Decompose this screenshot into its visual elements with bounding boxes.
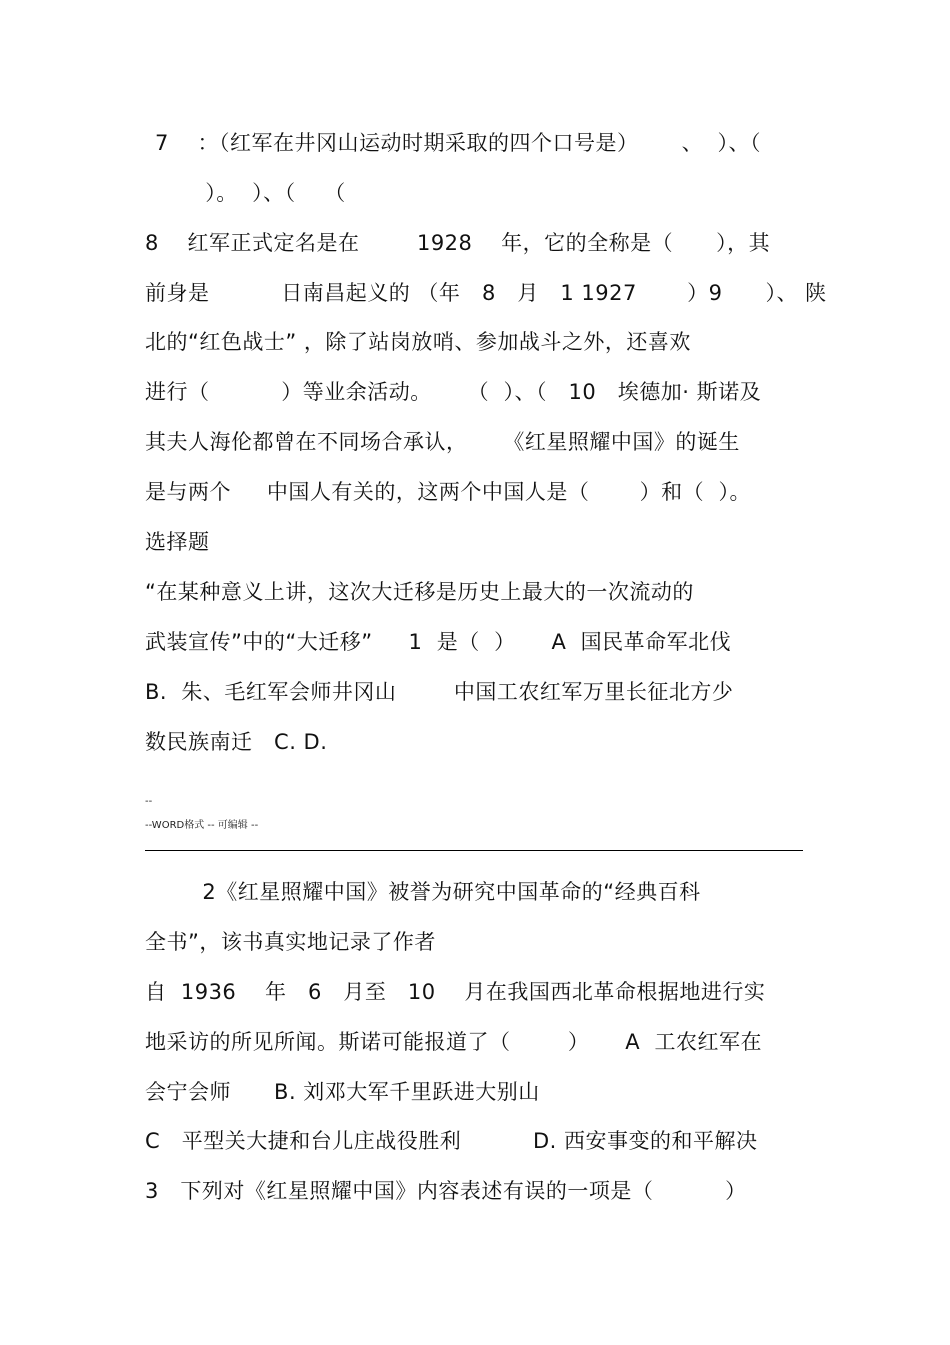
text-line-choice-2-dates: 自 1936 年 6 月至 10 月在我国西北革命根据地进行实 <box>145 980 766 1004</box>
footer-dash: -- <box>145 796 153 807</box>
text-line-choice-1-options: B. 朱、毛红军会师井冈山 中国工农红军万里长征北方少 <box>145 680 734 704</box>
page-divider <box>145 850 803 851</box>
text-line-choice-2-cont: 全书”，该书真实地记录了作者 <box>145 930 436 954</box>
text-line-q10: 其夫人海伦都曾在不同场合承认， 《红星照耀中国》的诞生 <box>145 430 740 454</box>
text-line-q10-cont: 是与两个 中国人有关的，这两个中国人是（ ）和（ ）。 <box>145 480 751 504</box>
text-line-choice-2-question: 地采访的所见所闻。斯诺可能报道了（ ） A 工农红军在 <box>145 1030 762 1054</box>
text-line-choice-2: 2《红星照耀中国》被誉为研究中国革命的“经典百科 <box>145 880 701 904</box>
footer-watermark: --WORD格式 -- 可编辑 -- <box>145 820 259 831</box>
text-line-q7: 7 ：（红军在井冈山运动时期采取的四个口号是） 、 ）、（ <box>155 131 761 155</box>
text-line-q9: 北的“红色战士” ，除了站岗放哨、参加战斗之外，还喜欢 <box>145 330 691 354</box>
text-line-q8: 8 红军正式定名是在 1928 年，它的全称是（ ），其 <box>145 231 771 255</box>
text-line-q8-cont: 前身是 日南昌起义的 （年 8 月 1 1927 ）9 ）、 陕 <box>145 281 827 305</box>
text-line-choice-1: “在某种意义上讲，这次大迁移是历史上最大的一次流动的 <box>145 580 694 604</box>
text-line-q7-cont: ）。 ）、（ （ <box>155 181 346 205</box>
text-line-q9-cont: 进行（ ）等业余活动。 （ ）、（ 10 埃德加· 斯诺及 <box>145 380 762 404</box>
section-heading-choice: 选择题 <box>145 530 210 554</box>
text-line-choice-1-options-cont: 数民族南迁 C. D. <box>145 730 328 754</box>
text-line-choice-2-option-b: 会宁会师 B. 刘邓大军千里跃进大别山 <box>145 1080 540 1104</box>
text-line-choice-2-options-cd: C 平型关大捷和台儿庄战役胜利 D. 西安事变的和平解决 <box>145 1129 758 1153</box>
text-line-choice-3: 3 下列对《红星照耀中国》内容表述有误的一项是（ ） <box>145 1179 747 1203</box>
text-line-choice-1-cont: 武装宣传”中的“大迁移” 1 是（ ） A 国民革命军北伐 <box>145 630 732 654</box>
